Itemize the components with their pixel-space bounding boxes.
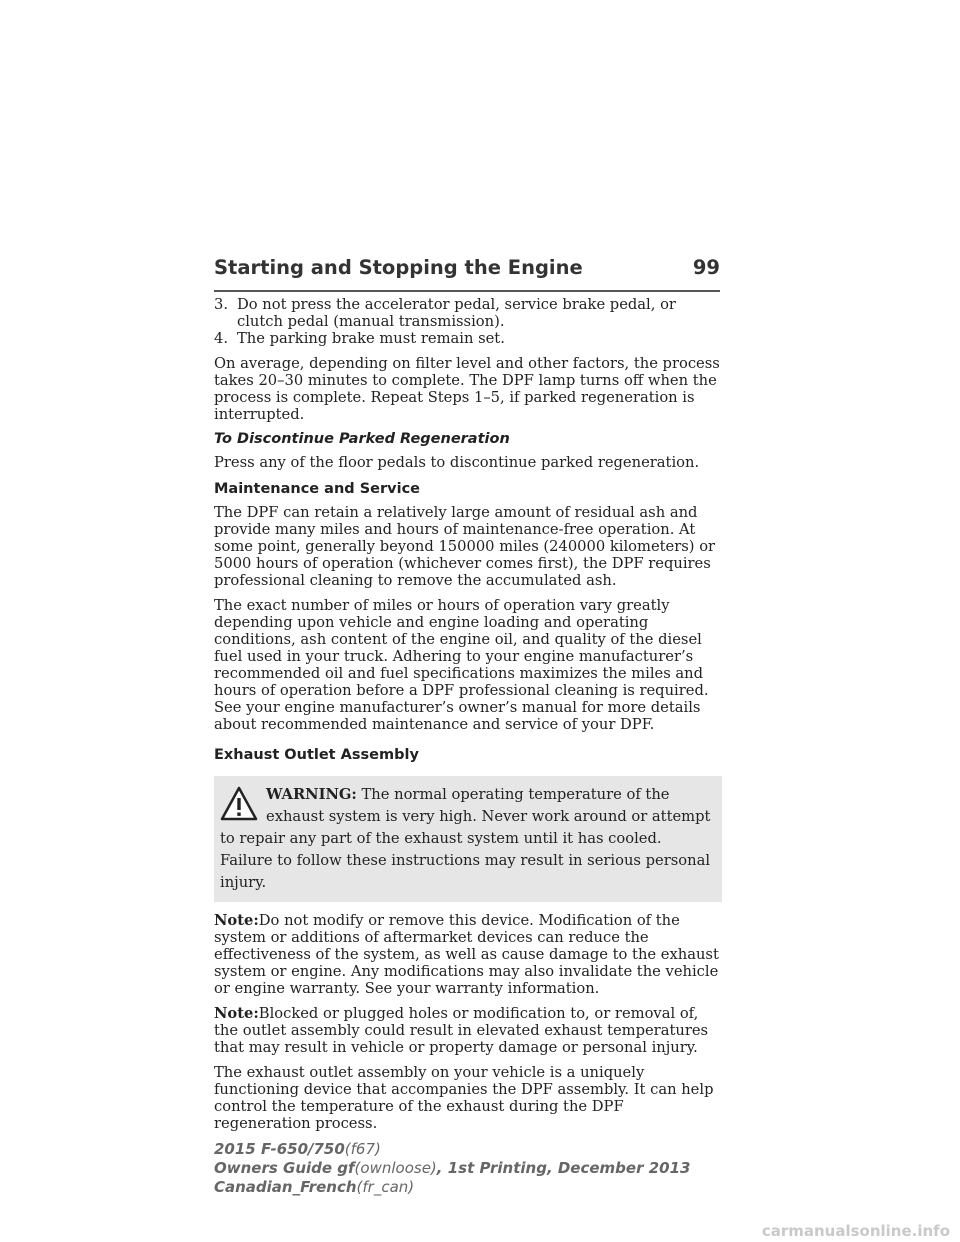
footer-guide: Owners Guide gf bbox=[214, 1159, 355, 1177]
step-text: Do not press the accelerator pedal, service brake pedal, or clutch pedal (manual transmission). bbox=[237, 296, 676, 330]
step-item bbox=[214, 330, 722, 347]
paragraph: The DPF can retain a relatively large amount of residual ash and provide many miles and hours of maintenance-free operation. At some point, generally beyond 150000 miles (240000 kilometers) or 5000 hours of operation (whichever comes first), the DPF requires professional cleaning to remove the accumulated ash. bbox=[214, 504, 716, 589]
paragraph: On average, depending on filter level and other factors, the process takes 20–30 minutes to complete. The DPF lamp turns off when the process is complete. Repeat Steps 1–5, if parked regeneration is interrupted. bbox=[214, 355, 720, 423]
subheading-maintenance: Maintenance and Service bbox=[214, 481, 420, 497]
warning-box bbox=[214, 776, 722, 902]
step-number: 3. bbox=[214, 296, 229, 313]
warning-icon bbox=[220, 786, 258, 822]
watermark-bar bbox=[0, 1222, 960, 1242]
paragraph: Press any of the floor pedals to discontinue parked regeneration. bbox=[214, 454, 700, 471]
step-number: 4. bbox=[214, 330, 229, 347]
footer-guide-code: (ownloose) bbox=[354, 1159, 437, 1177]
warning-text: The normal operating temperature of the exhaust system is very high. Never work around or attempt to repair any part of the exhaust system until it has cooled. Failure to follow these instructions may result in serious personal injury. bbox=[220, 786, 711, 891]
footer-printing: , 1st Printing, December 2013 bbox=[436, 1159, 691, 1177]
step-item bbox=[214, 296, 722, 330]
note-text: Blocked or plugged holes or modification to, or removal of, the outlet assembly could result in elevated exhaust temperatures that may result in vehicle or property damage or personal injury. bbox=[214, 1005, 709, 1056]
note-paragraph bbox=[214, 1005, 722, 1056]
page-content bbox=[214, 296, 722, 1140]
footer-language-code: (fr_can) bbox=[356, 1178, 415, 1196]
footer-language: Canadian_French bbox=[214, 1178, 357, 1196]
page-number: 99 bbox=[692, 256, 720, 279]
header-rule bbox=[214, 290, 720, 292]
footer-model-code: (f67) bbox=[344, 1140, 381, 1158]
note-label: Note: bbox=[214, 912, 259, 929]
paragraph: The exhaust outlet assembly on your vehicle is a uniquely functioning device that accompanies the DPF assembly. It can help control the temperature of the exhaust during the DPF regeneration process. bbox=[214, 1064, 714, 1132]
page-footer bbox=[214, 1140, 734, 1197]
note-label: Note: bbox=[214, 1005, 259, 1022]
note-paragraph bbox=[214, 912, 722, 997]
watermark-text: carmanualsonline.info bbox=[761, 1222, 950, 1240]
footer-line bbox=[214, 1178, 734, 1197]
footer-line bbox=[214, 1159, 734, 1178]
note-text: Do not modify or remove this device. Modification of the system or additions of aftermarket devices can reduce the effectiveness of the system, as well as cause damage to the exhaust system or engine. Any modifications may also invalidate the vehicle or engine warranty. See your warranty information. bbox=[214, 912, 719, 997]
step-text: The parking brake must remain set. bbox=[237, 330, 505, 347]
footer-line bbox=[214, 1140, 734, 1159]
footer-model: 2015 F-650/750 bbox=[214, 1140, 345, 1158]
subheading-exhaust-outlet: Exhaust Outlet Assembly bbox=[214, 747, 419, 763]
paragraph: The exact number of miles or hours of operation vary greatly depending upon vehicle and engine loading and operating conditions, ash content of the engine oil, and quality of the diesel fuel used in your truck. Adhering to your engine manufacturer’s recommended oil and fuel specifications maximizes the miles and hours of operation before a DPF professional cleaning is required. See your engine manufacturer’s owner’s manual for more details about recommended maintenance and service of your DPF. bbox=[214, 597, 709, 733]
page-header bbox=[214, 256, 720, 290]
page-title: Starting and Stopping the Engine bbox=[214, 256, 583, 279]
warning-label: WARNING: bbox=[266, 786, 357, 803]
subheading-discontinue: To Discontinue Parked Regeneration bbox=[214, 431, 510, 447]
